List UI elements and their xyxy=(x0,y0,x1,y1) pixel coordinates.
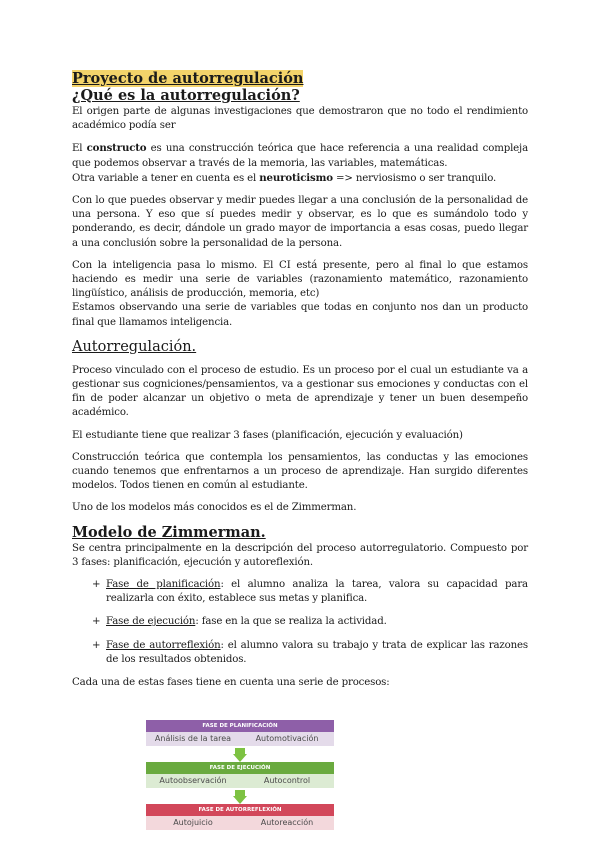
question-heading: ¿Qué es la autorregulación? xyxy=(72,87,300,104)
paragraph-neuroticismo: Otra variable a tener en cuenta es el neuroticismo => nerviosismo o ser tranquilo. xyxy=(72,171,497,184)
process-cell: Autocontrol xyxy=(240,774,334,788)
phases-diagram xyxy=(146,720,334,834)
phase-bar-ejecucion: FASE DE EJECUCIÓN xyxy=(146,762,334,774)
paragraph-constructo: El constructo es una construcción teórica que hace referencia a una realidad compleja que podemos observar a través de la memoria, las variables, matemáticas. xyxy=(72,142,528,169)
process-cell: Autojuicio xyxy=(146,816,240,830)
phase-bar-autorreflexion: FASE DE AUTORREFLEXIÓN xyxy=(146,804,334,816)
list-item: + Fase de autorreflexión: el alumno valora su trabajo y trata de explicar las razones de los resultados obtenidos. xyxy=(92,639,528,665)
phases-list xyxy=(72,578,528,667)
paragraph-personalidad: Con lo que puedes observar y medir puedes llegar a una conclusión de la personalidad de una persona. Y eso que sí puedes medir y observar, es lo que es sumándolo todo y ponderando, es decir, dándole un grado mayor de importancia a esas cosas, puedo llegar a una conclusión sobre la personalidad de la persona. xyxy=(72,195,528,249)
paragraph-procesos: Cada una de estas fases tiene en cuenta una serie de procesos: xyxy=(72,677,390,689)
zimmerman-heading: Modelo de Zimmerman. xyxy=(72,523,266,541)
paragraph-zimmerman-desc: Se centra principalmente en la descripción del proceso autorregulatorio. Compuesto por 3 fases: planificación, ejecución y autoreflexión. xyxy=(72,542,528,568)
process-cell: Autoobservación xyxy=(146,774,240,788)
arrow-down-icon xyxy=(233,754,247,762)
document-title: Proyecto de autorregulación xyxy=(72,70,304,87)
process-cell: Automotivación xyxy=(240,732,334,746)
paragraph-proceso: Proceso vinculado con el proceso de estudio. Es un proceso por el cual un estudiante va a gestionar sus cogniciones/pensamientos, va a gestionar sus emociones y conductas con el fin de poder alcanzar un objetivo o meta de aprendizaje y tener un buen desempeño académico. xyxy=(72,364,528,419)
process-cell: Autoreacción xyxy=(240,816,334,830)
list-item: + Fase de ejecución: fase en la que se realiza la actividad. xyxy=(92,616,387,628)
process-cell: Análisis de la tarea xyxy=(146,732,240,746)
list-item: + Fase de planificación: el alumno analiza la tarea, valora su capacidad para realizarla con éxito, establece sus metas y planifica. xyxy=(92,579,528,605)
paragraph-variables: Estamos observando una serie de variables que todas en conjunto nos dan un producto final que llamamos inteligencia. xyxy=(72,302,528,328)
phase-bar-planificacion: FASE DE PLANIFICACIÓN xyxy=(146,720,334,732)
paragraph-fases: El estudiante tiene que realizar 3 fases (planificación, ejecución y evaluación) xyxy=(72,429,463,441)
autorregulacion-heading: Autorregulación. xyxy=(72,338,197,355)
paragraph-construccion: Construcción teórica que contempla los pensamientos, las conductas y las emociones cuando tenemos que enfrentarnos a un proceso de aprendizaje. Han surgido diferentes modelos. Todos tienen en común al estudiante. xyxy=(72,451,528,492)
paragraph-origin: El origen parte de algunas investigaciones que demostraron que no todo el rendimiento académico podía ser xyxy=(72,106,528,132)
paragraph-inteligencia: Con la inteligencia pasa lo mismo. El CI está presente, pero al final lo que estamos haciendo es medir una serie de variables (razonamiento matemático, razonamiento lingüístico, análisis de producción, memoria, etc) xyxy=(72,259,528,300)
document-body xyxy=(72,70,528,690)
paragraph-zimmerman-intro: Uno de los modelos más conocidos es el de Zimmerman. xyxy=(72,502,357,514)
arrow-down-icon xyxy=(233,796,247,804)
